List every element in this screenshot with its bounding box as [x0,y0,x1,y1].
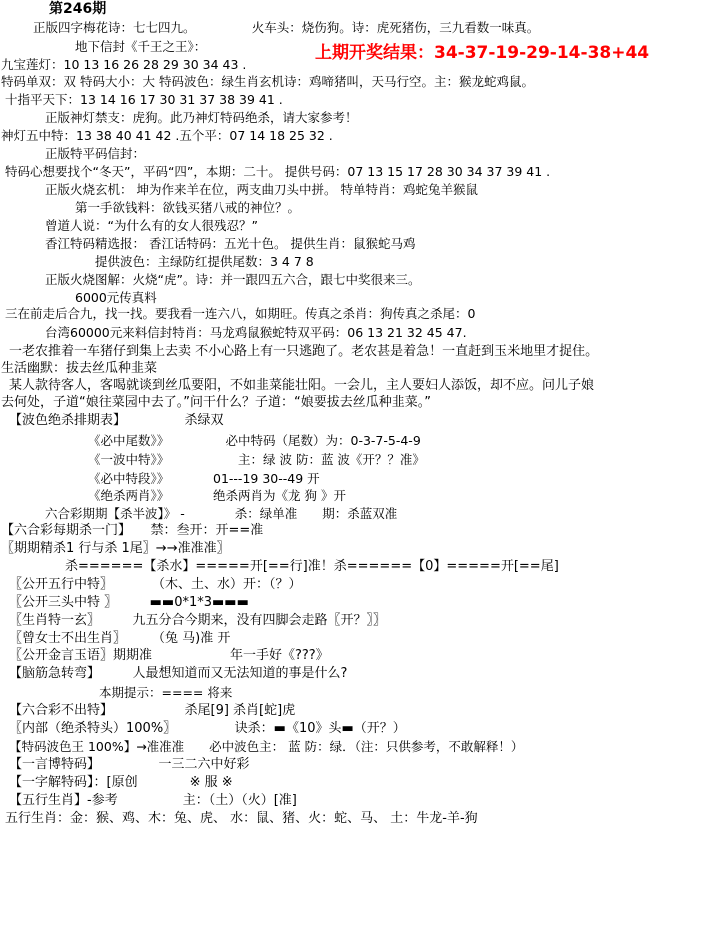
text-line: 【波色绝杀排期表】 杀绿双 [9,413,224,428]
text-line: 台湾60000元来料信封特肖：马龙鸡鼠猴蛇特双平码：06 13 21 32 45 47. [45,325,467,340]
text-line: 正版神灯禁支：虎狗。此乃神灯特码绝杀，请大家参考！ [45,110,358,125]
text-line: 〖曾女士不出生肖〗 （兔 马)准 开 [9,631,231,646]
text-line: 正版火烧玄机： 坤为作来羊在位，两支曲刀头中拼。 特单特肖：鸡蛇兔羊猴鼠 [45,182,478,197]
text-line: 【五行生肖】-参考 主：（土）（火）[准] [9,793,297,808]
last-result-label: 上期开奖结果： [315,43,434,63]
last-result [315,45,649,61]
text-line: 十指平天下：13 14 16 17 30 31 37 38 39 41 . [5,92,283,107]
text-line: 第一手欲钱料：欲钱买猪八戒的神位？。 [75,200,301,215]
text-line: 〖期期精杀1 行与杀 1尾〗→→准准准〗 [1,541,230,556]
text-line: 特码心想要找个“冬天”，平码“四”，本期：二十。 提供号码：07 13 15 17 28 30 34 37 39 41 . [5,164,551,179]
text-line: 生活幽默：拔去丝瓜种韭菜 [1,361,158,376]
text-line: 提供波色：主绿防红提供尾数：3 4 7 8 [95,254,314,269]
text-line: 〖公开五行中特〗 （木、土、水）开：（？） [9,577,302,592]
text-line: 香江特码精选报： 香江话特码：五光十色。 提供生肖：鼠猴蛇马鸡 [45,236,416,251]
text-line: 〖公开三头中特 〗 ▬▬0*1*3▬▬▬ [9,595,249,610]
text-line: 《必中特段》》 01---19 30--49 开 [88,471,320,486]
text-line: 一老农推着一车猪仔到集上去卖 不小心路上有一只逃跑了。老农甚是着急！一直赶到玉米地里才捉住。 [9,344,599,359]
text-line: 九宝莲灯：10 13 16 26 28 29 30 34 43 . [1,57,247,72]
text-line: 六合彩期期【杀半波】》 - 杀：绿单准 期：杀蓝双准 [45,506,398,521]
text-line: 6000元传真料 [75,290,157,305]
text-line: 某人款待客人，客喝就谈到丝瓜要阳，不如韭菜能壮阳。一会儿，主人要妇人添饭，却不应。问儿子娘 [9,378,595,393]
last-result-numbers: 34-37-19-29-14-38+44 [434,43,650,63]
text-line: 《绝杀两肖》》 绝杀两肖为《龙 狗 》开 [88,488,346,503]
text-line: 〖生肖特一玄〗 九五分合今期来，没有四脚会走路〖开？〗〗 [9,613,387,628]
text-line: 【脑筋急转弯】 人最想知道而又无法知道的事是什么? [9,666,348,681]
text-line: 曾道人说：“为什么有的女人很残忍？” [45,218,258,233]
text-line: 三在前走后合九，找一找。要我看一连六八，如期旺。传真之杀肖：狗传真之杀尾：0 [5,306,476,321]
text-line: 正版火烧图解：火烧“虎”。诗：并一跟四五六合，跟七中奖很来三。 [45,272,421,287]
text-line: 特码单双：双 特码大小：大 特码波色：绿生肖玄机诗：鸡啼猪叫，天马行空。主：猴龙蛇鸡鼠。 [1,74,534,89]
text-line: 正版特平码信封： [45,146,146,161]
text-line: 去何处，子道“娘往菜园中去了。”问干什么？子道：“娘要拔去丝瓜种韭菜。” [1,395,431,410]
text-line: 杀======【杀水】=====开[==行]准！杀======【0】=====开[==尾] [65,559,559,574]
issue-title: 第246期 [49,1,107,17]
text-line: 本期提示：==== 将来 [99,685,233,700]
text-line: 《必中尾数》》 必中特码（尾数）为：0-3-7-5-4-9 [88,433,421,448]
text-line: 【一言博特码】 一三二六中好彩 [9,757,250,772]
text-line: 【特码波色王 100%】→准准准 必中波色主： 蓝 防：绿．（注：只供参考，不敢解释！） [9,739,524,754]
text-line: 【六合彩不出特】 杀尾[9] 杀肖[蛇]虎 [9,703,296,718]
text-line: 正版四字梅花诗：七七四九。 火车头：烧伤狗。诗：虎死猪伤，三九看数一味真。 [33,20,540,35]
text-line: 〖内部（绝杀特头）100%〗 诀杀：▬《10》头▬（开？） [9,721,406,736]
text-line: 〖公开金言玉语〗期期准 年一手好《???》 [9,648,329,663]
text-line: 神灯五中特：13 38 40 41 42 .五个平：07 14 18 25 32 . [1,128,333,143]
text-line: 【一字解特码】：[原创 ※ 服 ※ [9,775,233,790]
text-line: 五行生肖：金：猴、鸡、木：兔、虎、 水：鼠、猪、火：蛇、马、 土：牛龙-羊-狗 [5,811,478,826]
text-line: 地下信封《千王之王》： [75,39,207,54]
text-line: 【六合彩每期杀一门】 禁：叁开：开==准 [1,523,264,538]
text-line: 《一波中特》》 主：绿 波 防：蓝 波《开？？准》 [88,452,425,467]
